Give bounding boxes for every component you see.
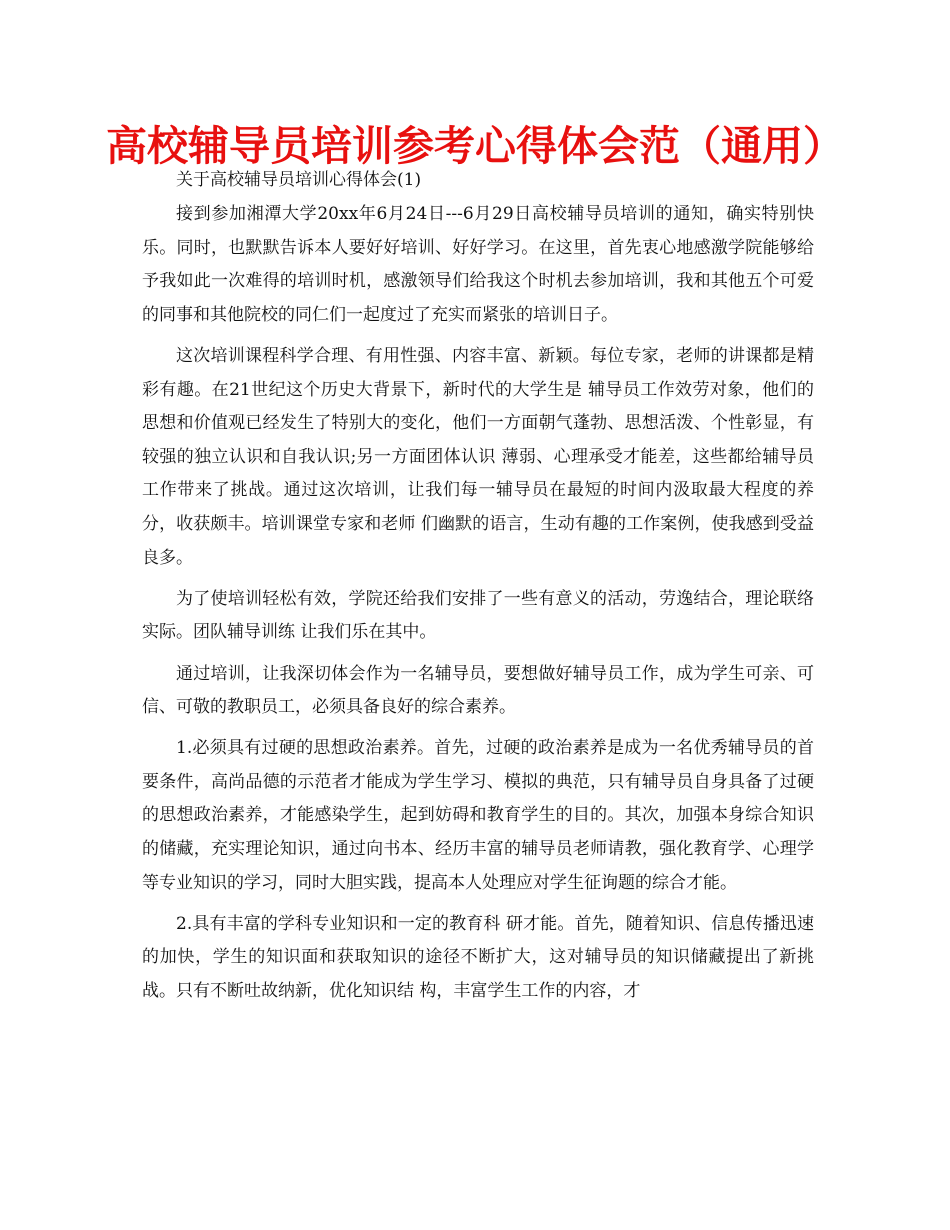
paragraph: 1.必须具有过硬的思想政治素养。首先，过硬的政治素养是成为一名优秀辅导员的首要条件，高尚品德的示范者才能成为学生学习、模拟的典范，只有辅导员自身具备了过硬的思想政治素养，才能感染学生，起到妨碍和教育学生的目的。其次，加强本身综合知识的储藏，充实理论知识，通过向书本、经历丰富的辅导员老师请教，强化教育学、心理学等专业知识的学习，同时大胆实践，提高本人处理应对学生征询题的综合才能。 [142,738,814,893]
paragraph: 2.具有丰富的学科专业知识和一定的教育科 研才能。首先，随着知识、信息传播迅速的加快，学生的知识面和获取知识的途径不断扩大，这对辅导员的知识储藏提出了新挑战。只有不断吐故纳新，优化知识结 构，丰富学生工作的内容，才 [142,913,814,1002]
paragraph: 为了使培训轻松有效，学院还给我们安排了一些有意义的活动，劳逸结合，理论联络实际。团队辅导训练 让我们乐在其中。 [142,588,814,643]
paragraph: 接到参加湘潭大学20xx年6月24日---6月29日高校辅导员培训的通知，确实特别快乐。同时，也默默告诉本人要好好培训、好好学习。在这里，首先衷心地感激学院能够给予我如此一次难得的培训时机，感激领导们给我这个时机去参加培训，我和其他五个可爱的同事和其他院校的同仁们一起度过了充实而紧张的培训日子。 [142,204,814,325]
document-title: 高校辅导员培训参考心得体会范（通用） [106,122,844,170]
paragraph: 通过培训，让我深切体会作为一名辅导员，要想做好辅导员工作，成为学生可亲、可信、可敬的教职员工，必须具备良好的综合素养。 [142,663,814,718]
paragraph: 这次培训课程科学合理、有用性强、内容丰富、新颖。每位专家，老师的讲课都是精彩有趣。在21世纪这个历史大背景下，新时代的大学生是 辅导员工作效劳对象，他们的思想和价值观已经发生了特别大的变化，他们一方面朝气蓬勃、思想活泼、个性彰显，有较强的独立认识和自我认识;另一方面团体认识 薄弱、心理承受才能差，这些都给辅导员工作带来了挑战。通过这次培训，让我们每一辅导员在最短的时间内汲取最大程度的养分，收获颇丰。培训课堂专家和老师 们幽默的语言，生动有趣的工作案例，使我感到受益良多。 [142,345,814,568]
document-body [142,198,814,1009]
document-subtitle: 关于高校辅导员培训心得体会(1) [176,170,422,190]
